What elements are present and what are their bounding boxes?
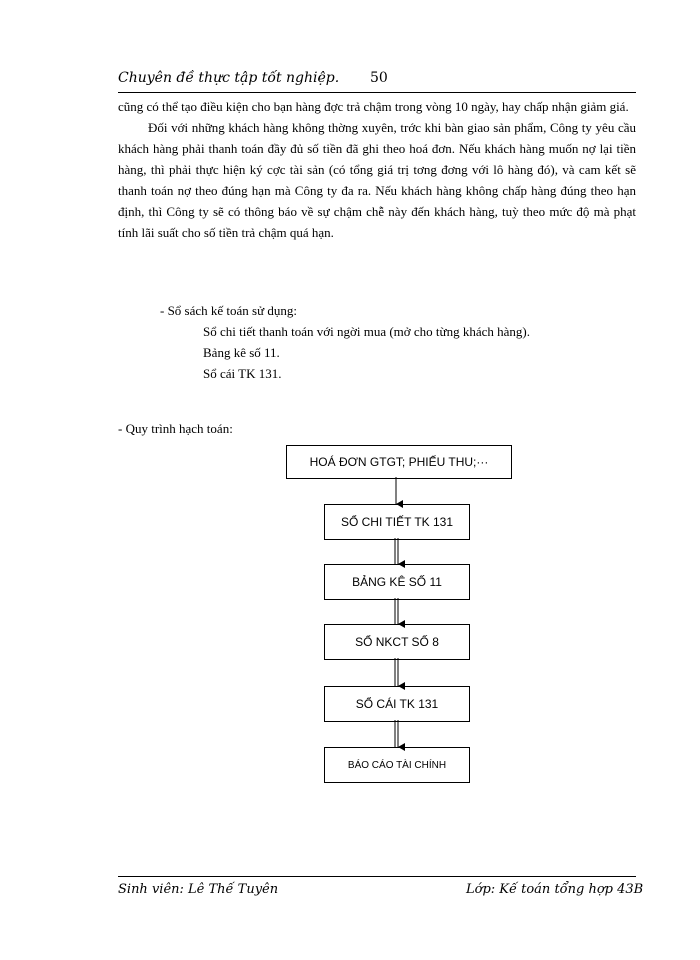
- flow-step-financial-report: BÁO CÁO TÀI CHÍNH: [324, 747, 470, 783]
- list-item: Sổ cái TK 131.: [203, 366, 282, 381]
- flow-step-detail-ledger: SỔ CHI TIẾT TK 131: [324, 504, 470, 540]
- flow-step-statement-11: BẢNG KÊ SỐ 11: [324, 564, 470, 600]
- paragraph-1: cũng có thể tạo điều kiện cho bạn hàng đợc trả chậm trong vòng 10 ngày, hay chấp nhận giảm giá.: [118, 99, 629, 114]
- flow-step-invoice: HOÁ ĐƠN GTGT; PHIẾU THU;···: [286, 445, 512, 479]
- flow-step-journal-8: SỔ NKCT SỐ 8: [324, 624, 470, 660]
- accounting-books-heading: - Sổ sách kế toán sử dụng:: [160, 303, 298, 318]
- footer-class: Lớp: Kế toán tổng hợp 43B: [466, 882, 644, 897]
- list-item: Sổ chi tiết thanh toán với ngời mua (mở cho từng khách hàng).: [203, 324, 530, 339]
- list-item: Bảng kê số 11.: [203, 345, 280, 360]
- paragraph-2: Đối với những khách hàng không thờng xuyên, trớc khi bàn giao sản phẩm, Công ty yêu cầu khách hàng phải thanh toán đầy đủ số tiền đã ghi theo hoá đơn. Nếu khách hàng muốn nợ lại tiền hàng, thì phải thực hiện ký cợc tài sản (có tổng giá trị tơng đơng với lô hàng đó), và cam kết sẽ thanh toán nợ theo đúng hạn mà Công ty đa ra. Nếu khách hàng không chấp hàng đúng theo hạn định, thì Công ty sẽ có thông báo về sự chậm chễ này đến khách hàng, tuỳ theo mức độ mà phạt tính lãi suất cho số tiền trả chậm quá hạn.: [118, 120, 636, 240]
- footer-rule: [118, 876, 636, 877]
- document-title: Chuyên đề thực tập tốt nghiệp.: [118, 70, 340, 86]
- footer-student: Sinh viên: Lê Thế Tuyên: [118, 882, 279, 897]
- page-number: 50: [370, 70, 388, 86]
- process-heading: - Quy trình hạch toán:: [118, 421, 233, 436]
- flow-step-general-ledger: SỔ CÁI TK 131: [324, 686, 470, 722]
